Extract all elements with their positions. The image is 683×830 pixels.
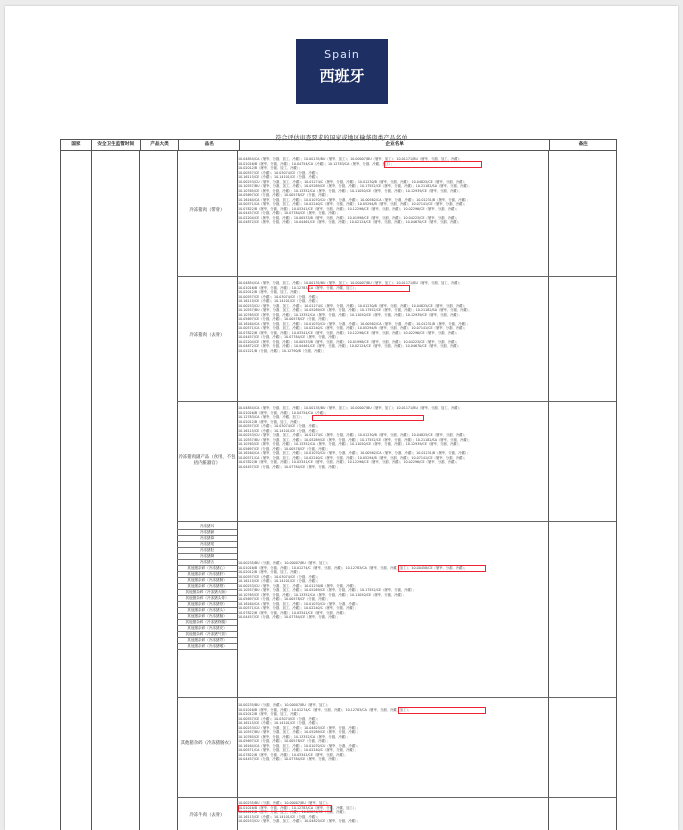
sub-product-name: 其他猪杂碎（冷冻猪皮）: [177, 625, 237, 632]
sub-product-name: 其他猪杂碎（冷冻猪胃）: [177, 637, 237, 644]
enterprise-line: 10.10765/CE（屠宰、分割、冷藏）；10.13352/CA（屠宰、分割、冷藏）；10.11050/CE（屠宰、分割、冷藏）；10.12939/CE（屠宰、分割、冷藏）；: [238, 442, 462, 446]
enterprise-line: 10.00253/CU（屠宰、分割、加工、冷藏）；10.04825/CE（屠宰、分割、冷藏）；: [238, 819, 360, 823]
highlight-box: [238, 805, 332, 812]
enterprise-line: 10.02204/CE（屠宰、分割、冷藏）；10.00533/B（屠宰、分割、冷藏）；10.01998/CE（屠宰、分割、冷藏）；10.04223/CE（屠宰、分割、冷藏）；: [238, 339, 460, 344]
enterprise-line: 10.01016/B（屠宰、分割、冷藏）；10.04754/CA（冷藏）；: [238, 410, 328, 415]
enterprise-line: 10.01016/B（屠宰、分割、冷藏）；10.12783/CA（屠宰、分割、冷藏、加工）；: [238, 285, 358, 290]
enterprise-line: 10.05697/CE（分割、冷藏）；10.00578/CF（分割、冷藏）；: [238, 446, 330, 451]
column-divider: [91, 151, 92, 830]
sub-product-name: 其他猪杂碎（冷冻猪脊髓）: [177, 619, 237, 626]
enterprise-line: 10.00253/CU（屠宰、分割、加工、冷藏）；10.01274/C（屠宰、分割、冷藏）；10.01230/B（屠宰、分割、冷藏）；10.04825/CE（屠宰、分割、冷藏）；: [238, 179, 468, 184]
enterprise-line: 10.00571/CA（屠宰、分割、加工、冷藏）；10.02240/C（屠宰、分割、冷藏）；10.05294/B（屠宰、分割、冷藏）；10.07141/CE（屠宰、分割、冷藏）；: [238, 455, 468, 460]
enterprise-line: 10.07822/B（屠宰、分割、冷藏）；10.03341/CE（屠宰、分割、冷藏）；: [238, 752, 348, 757]
enterprise-line: 10.04457/CE（分割、冷藏）；10.07784/CE（屠宰、分割、冷藏）；: [238, 464, 340, 469]
enterprise-line: 10.05697/CE（分割、冷藏）；10.00578/CF（分割、冷藏）；: [238, 193, 330, 197]
enterprise-line: 10.01016/B（屠宰、分割、冷藏）；10.01274/C（屠宰、分割、冷藏）；10.12783/CA（屠宰、分割、冷藏、加工）；: [238, 707, 412, 712]
sub-product-name: 其他猪杂碎（冷冻猪脑）: [177, 613, 237, 620]
country-badge: [296, 39, 388, 104]
product-name: 其他猪杂碎（冷冻猪肠衣）: [180, 741, 234, 746]
document-title: 符合评估审查要求的国家或地区输华肉类产品名单: [275, 135, 408, 142]
enterprise-line: 10.02012/B（屠宰、分割、加工、冷藏）；: [238, 570, 302, 574]
sub-product-name: 其他猪杂碎（冷冻猪心）: [177, 565, 237, 572]
enterprise-line: 10.00253/CU（屠宰、分割、加工、冷藏）；10.01274/C（屠宰、分割、冷藏）；10.01230/B（屠宰、分割、冷藏）；10.04825/CE（屠宰、分割、冷藏）；: [238, 303, 468, 308]
sub-product-name: 冷冻猪蹄: [177, 529, 237, 536]
enterprise-line: 10.00253/CU（屠宰、分割、加工、冷藏）；10.04825/CE（屠宰、分割、冷藏）；: [238, 725, 360, 730]
enterprise-line: 10.00235/BU（分割、冷藏）；10.00007/BU（屠宰、加工）；: [238, 703, 331, 707]
enterprise-line: 10.07822/B（屠宰、分割、冷藏）；10.03341/CE（屠宰、分割、冷藏）；10.12296/CE（屠宰、分割、冷藏）；10.02296/CE（屠宰、分割、冷藏）；: [238, 206, 460, 211]
product-name: 冷冻猪肉（带骨）: [189, 208, 225, 213]
enterprise-line: 10.10765/CE（屠宰、分割、冷藏）；10.13352/CA（屠宰、分割、冷藏）；10.11050/CE（屠宰、分割、冷藏）；10.12939/CE（屠宰、分割、冷藏）；: [238, 312, 462, 317]
enterprise-line: 10.04457/CE（分割、冷藏）；10.07784/CE（屠宰、分割、冷藏）；: [238, 211, 340, 215]
enterprise-line: 10.16164/CA（屠宰、分割、加工、冷藏）；10.01070/CU（屠宰、分割、冷藏）；: [238, 743, 361, 748]
sub-product-name: 其他猪杂碎（冷冻猪头骨）: [177, 595, 237, 602]
product-name: 冷冻牛肉（去骨）: [189, 813, 225, 818]
enterprise-line: 10.00235/BU（分割、冷藏）；10.00007/BU（屠宰、加工）；: [238, 801, 331, 805]
enterprise-line: 10.10557/BU（屠宰、分割、加工、冷藏）；10.05289/CE（屠宰、分割、冷藏）；10.17552/CE（屠宰、分割、冷藏）；: [238, 588, 416, 592]
sub-product-name: 其他猪杂碎（冷冻猪肺）: [177, 577, 237, 584]
enterprise-list: [238, 281, 545, 353]
enterprise-line: 10.00253/CU（屠宰、分割、加工、冷藏）；10.01230/B（屠宰、分割、冷藏）；: [238, 583, 358, 588]
enterprise-line: 10.05697/CE（分割、冷藏）；10.00578/CF（分割、冷藏）；: [238, 597, 330, 601]
table-header: [61, 140, 616, 151]
enterprise-line: 10.10765/CE（屠宰、分割、冷藏）；10.13352/CA（屠宰、分割、冷藏）；10.11050/CE（屠宰、分割、冷藏）；: [238, 592, 406, 597]
sub-product-name: 其他猪杂碎（冷冻猪喉）: [177, 643, 237, 650]
enterprise-line: 10.02012/B（屠宰、分割、加工、冷藏）；: [238, 419, 302, 424]
enterprise-line: 10.07822/B（屠宰、分割、冷藏）；10.03341/CE（屠宰、分割、冷藏）；10.12296/CE（屠宰、分割、冷藏）；10.02296/CE（屠宰、分割、冷藏）；: [238, 330, 460, 335]
enterprise-line: 10.04854/CA（屠宰、分割、加工、冷藏）；10.00135/BU（屠宰、加工）；10.00007/BU（屠宰、加工）；10.01171/BU（屠宰、分割、加工、冷藏）；: [238, 406, 463, 410]
enterprise-line: 10.04872/CE（屠宰、分割、冷藏）；10.04461/CE（屠宰、分割、冷藏）；10.02124/CE（屠宰、分割、冷藏）；10.04670/CE（屠宰、分割、冷藏）；: [238, 220, 462, 224]
enterprise-line: 10.10557/BU（屠宰、分割、加工、冷藏）；10.05289/CE（屠宰、分割、冷藏）；10.17552/CE（屠宰、分割、冷藏）；10.21182/SA（屠宰、分割、冷藏）；: [238, 308, 472, 312]
enterprise-line: 10.05697/CE（分割、冷藏）；10.00578/CF（分割、冷藏）；: [238, 739, 330, 743]
enterprise-line: 10.04457/CE（分割、冷藏）；10.07784/CE（屠宰、分割、冷藏）；: [238, 335, 340, 339]
enterprise-line: 10.00235/BU（分割、冷藏）；10.00007/BU（屠宰、加工）；: [238, 561, 331, 565]
highlight-box: [398, 565, 486, 572]
enterprise-line: 10.00571/CA（屠宰、分割、加工、冷藏）；10.02240/C（屠宰、分割、冷藏）；10.05294/B（屠宰、分割、冷藏）；10.07141/CE（屠宰、分割、冷藏）；: [238, 202, 468, 206]
enterprise-line: 10.10765/CE（屠宰、分割、冷藏）；10.13352/CA（屠宰、分割、冷藏）；: [238, 734, 350, 739]
enterprise-line: 10.01016/B（屠宰、分割、冷藏）；10.12783/CA（屠宰、分割、冷藏、加工）；: [238, 805, 358, 810]
enterprise-line: 10.02012/B（屠宰、分割、加工、冷藏）；: [238, 166, 302, 170]
enterprise-line: 10.02012/B（屠宰、分割、加工、冷藏）；: [238, 712, 302, 716]
enterprise-line: 10.01016/B（屠宰、分割、冷藏）；10.01274/C（屠宰、分割、冷藏）；10.12783/CA（屠宰、分割、冷藏、加工）；10.00458/CE（屠宰、分割、冷藏）；: [238, 565, 468, 570]
enterprise-line: 10.07822/B（屠宰、分割、冷藏）；10.03341/CE（屠宰、分割、冷藏）；: [238, 610, 348, 615]
enterprise-line: 10.16164/CA（屠宰、分割、加工、冷藏）；10.01070/CU（屠宰、分割、冷藏）；10.00562/CA（屠宰、分割、冷藏）；10.01231/B（屠宰、分割、冷藏）；: [238, 321, 470, 326]
enterprise-line: 10.16115/CE（冷藏）；10.14101/CE（分割、冷藏）；: [238, 814, 321, 819]
highlight-box: [398, 707, 486, 714]
enterprise-line: 10.00253/CU（屠宰、分割、加工、冷藏）；10.01274/C（屠宰、分割、冷藏）；10.01230/B（屠宰、分割、冷藏）；10.04825/CE（屠宰、分割、冷藏）；: [238, 433, 468, 437]
enterprise-line: 10.00557/CE（冷藏）；10.03074/CE（分割、冷藏）；: [238, 716, 321, 721]
header-regulation-date: 安全卫生监管时间: [92, 140, 141, 150]
enterprise-line: 10.16115/CE（冷藏）；10.14101/CE（分割、冷藏）；: [238, 175, 321, 179]
enterprise-line: 10.01221/B（分割、冷藏）；10.12790/B（分割、冷藏）；: [238, 348, 326, 353]
header-country: 国家: [61, 140, 92, 150]
enterprise-line: 10.00571/CA（屠宰、分割、加工、冷藏）；10.02240/C（屠宰、分割、冷藏）；: [238, 606, 358, 610]
enterprise-line: 10.04457/CE（分割、冷藏）；10.07784/CE（屠宰、分割、冷藏）；: [238, 757, 340, 761]
enterprise-line: 10.16164/CA（屠宰、分割、加工、冷藏）；10.01070/CU（屠宰、分割、冷藏）；: [238, 601, 361, 606]
enterprise-list: [238, 561, 545, 620]
header-category: 产品大类: [141, 140, 180, 150]
enterprise-line: 10.00557/CE（冷藏）；10.03074/CE（分割、冷藏）；: [238, 170, 321, 175]
enterprise-line: 10.16115/CE（冷藏）；10.14101/CE（分割、冷藏）；: [238, 721, 321, 725]
enterprise-line: 10.12783/CA（屠宰、分割、冷藏、加工）；: [238, 415, 304, 419]
enterprise-line: 10.04854/CA（屠宰、分割、加工、冷藏）；10.00135/BU（屠宰、加工）；10.00007/BU（屠宰、加工）；10.01171/BU（屠宰、分割、加工、冷藏）；: [238, 157, 463, 161]
sub-product-name: 其他猪杂碎（冷冻猪头）: [177, 607, 237, 614]
enterprise-line: 10.02204/CE（屠宰、分割、冷藏）；10.00533/B（屠宰、分割、冷藏）；10.01998/CE（屠宰、分割、冷藏）；10.04223/CE（屠宰、分割、冷藏）；: [238, 215, 460, 220]
enterprise-line: 10.05697/CE（分割、冷藏）；10.00578/CF（分割、冷藏）；: [238, 317, 330, 321]
header-enterprise-list: 企业名单: [240, 140, 550, 150]
enterprise-line: 10.01016/B（屠宰、分割、冷藏）；10.04754/CA（冷藏）；10.12783/CA（屠宰、分割、冷藏、加工）；: [238, 161, 394, 166]
enterprise-line: 10.04872/CE（屠宰、分割、冷藏）；10.04461/CE（屠宰、分割、冷藏）；10.02124/CE（屠宰、分割、冷藏）；10.04670/CE（屠宰、分割、冷藏）；: [238, 344, 462, 348]
sub-product-name: 其他猪杂碎（冷冻猪肾）: [177, 583, 237, 590]
table-body: [61, 151, 616, 830]
enterprise-line: 10.04854/CA（屠宰、分割、加工、冷藏）；10.00135/BU（屠宰、加工）；10.00007/BU（屠宰、加工）；10.01171/BU（屠宰、分割、加工、冷藏）；: [238, 281, 463, 285]
column-divider: [139, 151, 140, 830]
enterprise-line: 10.16115/CE（冷藏）；10.14101/CE（分割、冷藏）；: [238, 428, 321, 433]
enterprise-line: 10.04457/CE（分割、冷藏）；10.07784/CE（屠宰、分割、冷藏）；: [238, 615, 340, 619]
enterprise-line: 10.10765/CE（屠宰、分割、冷藏）；10.13352/CA（屠宰、分割、冷藏）；10.11050/CE（屠宰、分割、冷藏）；10.12939/CE（屠宰、分割、冷藏）；: [238, 188, 462, 193]
enterprise-line: 10.16115/CE（冷藏）；10.14101/CE（分割、冷藏）；: [238, 299, 321, 303]
enterprise-line: 10.10557/BU（屠宰、分割、加工、冷藏）；10.05289/CE（屠宰、分割、冷藏）；10.17552/CE（屠宰、分割、冷藏）；10.21182/SA（屠宰、分割、冷藏）；: [238, 437, 472, 442]
highlight-box: [308, 285, 410, 292]
product-list-table: [60, 139, 617, 830]
enterprise-line: 10.00571/CA（屠宰、分割、加工、冷藏）；10.02240/C（屠宰、分割、冷藏）；: [238, 748, 358, 752]
highlight-box: [312, 415, 424, 422]
country-name-en: Spain: [324, 48, 360, 61]
highlight-box: [384, 161, 482, 168]
header-product-name: 品名: [179, 140, 240, 150]
sub-product-name: 冷冻猪舌: [177, 559, 237, 566]
header-remarks: 备注: [578, 142, 588, 147]
country-name-cn: 西班牙: [319, 67, 365, 85]
product-name: 冷冻猪肉（去骨）: [189, 333, 225, 338]
sub-product-name: 其他猪杂碎（冷冻猪肝）: [177, 571, 237, 578]
enterprise-line: 10.00571/CA（屠宰、分割、加工、冷藏）；10.02240/C（屠宰、分割、冷藏）；10.05294/B（屠宰、分割、冷藏）；10.07141/CE（屠宰、分割、冷藏）；: [238, 326, 468, 330]
enterprise-line: 10.00557/CE（冷藏）；10.03074/CE（分割、冷藏）；: [238, 294, 321, 299]
enterprise-line: 10.00557/CE（冷藏）；10.03074/CE（分割、冷藏）；: [238, 574, 321, 579]
enterprise-line: 10.02012/B（屠宰、分割、加工、冷藏）；10.03074/CE（分割、冷藏）；: [238, 810, 348, 814]
enterprise-line: 10.02012/B（屠宰、分割、加工、冷藏）；: [238, 290, 302, 294]
enterprise-line: 10.16115/CE（冷藏）；10.14101/CE（分割、冷藏）；: [238, 579, 321, 583]
sub-product-name: 其他猪杂碎（冷冻猪气管）: [177, 631, 237, 638]
document-page: [5, 6, 678, 830]
enterprise-line: 10.10557/BU（屠宰、分割、加工、冷藏）；10.05289/CE（屠宰、分割、冷藏）；10.17552/CE（屠宰、分割、冷藏）；10.21182/SA（屠宰、分割、冷藏）；: [238, 184, 472, 188]
sub-product-name: 冷冻猪肚: [177, 547, 237, 554]
enterprise-list: [238, 703, 545, 762]
sub-product-name: 冷冻猪鼻: [177, 535, 237, 542]
enterprise-line: 10.00557/CE（冷藏）；10.03074/CE（分割、冷藏）；: [238, 424, 321, 428]
enterprise-line: 10.10557/BU（屠宰、分割、加工、冷藏）；10.05289/CE（屠宰、分割、冷藏）；: [238, 730, 360, 734]
enterprise-line: 10.16164/CA（屠宰、分割、加工、冷藏）；10.01070/CU（屠宰、分割、冷藏）；10.00562/CA（屠宰、分割、冷藏）；10.01231/B（屠宰、分割、冷藏）；: [238, 451, 470, 455]
enterprise-line: 10.07822/B（屠宰、分割、冷藏）；10.03341/CE（屠宰、分割、冷藏）；10.12296/CE（屠宰、分割、冷藏）；10.02296/CE（屠宰、分割、冷藏）；: [238, 460, 460, 464]
sub-product-name: 其他猪杂碎（冷冻猪骨）: [177, 601, 237, 608]
product-name: 冷冻猪肉副产品（食用，不包括内脏器官）: [178, 455, 236, 466]
sub-product-name: 冷冻猪耳: [177, 523, 237, 530]
enterprise-line: 10.16164/CA（屠宰、分割、加工、冷藏）；10.01070/CU（屠宰、分割、冷藏）；10.00562/CA（屠宰、分割、冷藏）；10.01231/B（屠宰、分割、冷藏）；: [238, 197, 470, 202]
sub-product-name: 其他猪杂碎（冷冻猪大肠）: [177, 589, 237, 596]
sub-product-name: 冷冻猪脚: [177, 553, 237, 560]
sub-product-name: 冷冻猪尾: [177, 541, 237, 548]
